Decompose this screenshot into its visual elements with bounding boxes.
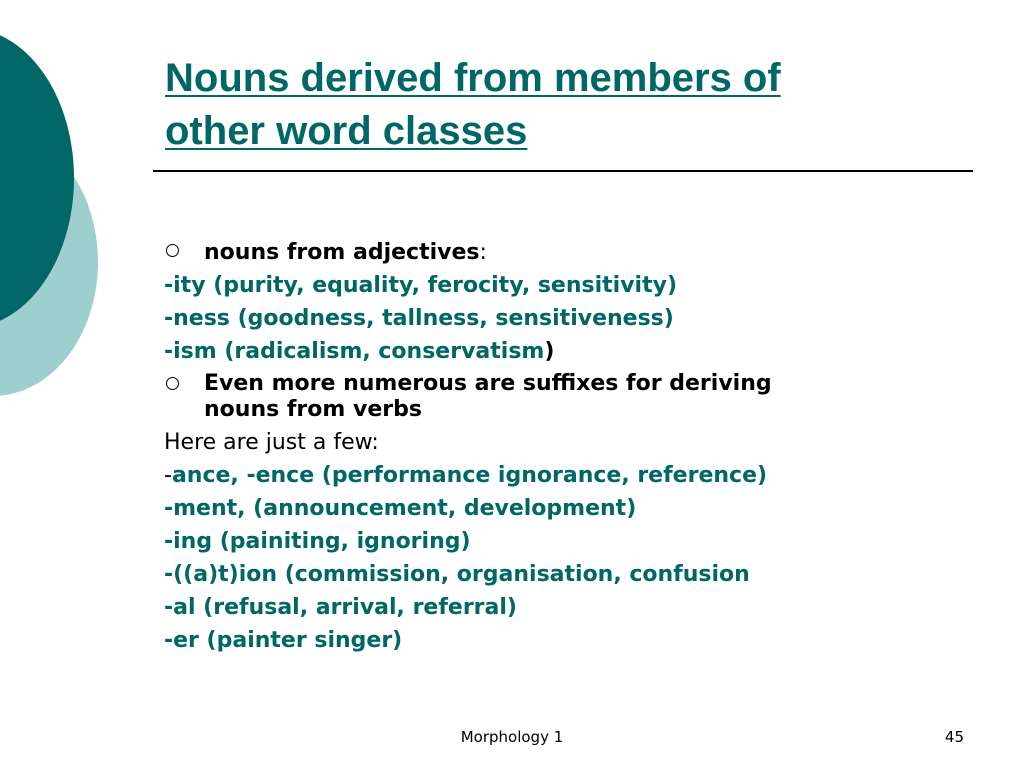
bullet-nouns-from-verbs <box>164 371 964 423</box>
title-divider <box>153 170 973 172</box>
hollow-circle-bullet-icon <box>166 244 179 257</box>
slide-body <box>164 236 964 657</box>
page-number: 45 <box>944 728 964 746</box>
intro-text: Here are just a few: <box>164 430 379 455</box>
bullet-colon: : <box>479 240 487 265</box>
suffix-line-ity: -ity (purity, equality, ferocity, sensitivity) <box>164 273 678 298</box>
slide-title-line-2: other word classes <box>165 109 528 153</box>
suffix-line-ance <box>164 459 964 492</box>
suffix-ism-text: -ism (radicalism, conservatism <box>164 339 545 364</box>
bullet-line-1: Even more numerous are suffixes for deriving <box>204 371 772 396</box>
suffix-line-ing: -ing (painiting, ignoring) <box>164 529 471 554</box>
slide-title <box>165 52 965 158</box>
bullet-line-2: nouns from verbs <box>204 397 422 422</box>
suffix-ance-text: ance, -ence (performance ignorance, reference) <box>171 463 768 488</box>
suffix-line-ment: -ment, (announcement, development) <box>164 496 637 521</box>
hollow-circle-bullet-icon <box>166 377 179 390</box>
suffix-ance-dash: - <box>164 463 172 488</box>
suffix-line-ion: -((a)t)ion (commission, organisation, confusion <box>164 562 750 587</box>
suffix-ism-close-paren: ) <box>544 339 555 364</box>
suffix-line-ness: -ness (goodness, tallness, sensitiveness) <box>164 306 674 331</box>
slide-title-line-1: Nouns derived from members of <box>165 56 781 100</box>
bullet-label: nouns from adjectives <box>204 240 480 265</box>
suffix-line-ism <box>164 335 964 368</box>
suffix-line-er: -er (painter singer) <box>164 628 403 653</box>
footer-label: Morphology 1 <box>460 728 564 746</box>
bullet-nouns-from-adjectives <box>164 236 964 269</box>
suffix-line-al: -al (refusal, arrival, referral) <box>164 595 517 620</box>
